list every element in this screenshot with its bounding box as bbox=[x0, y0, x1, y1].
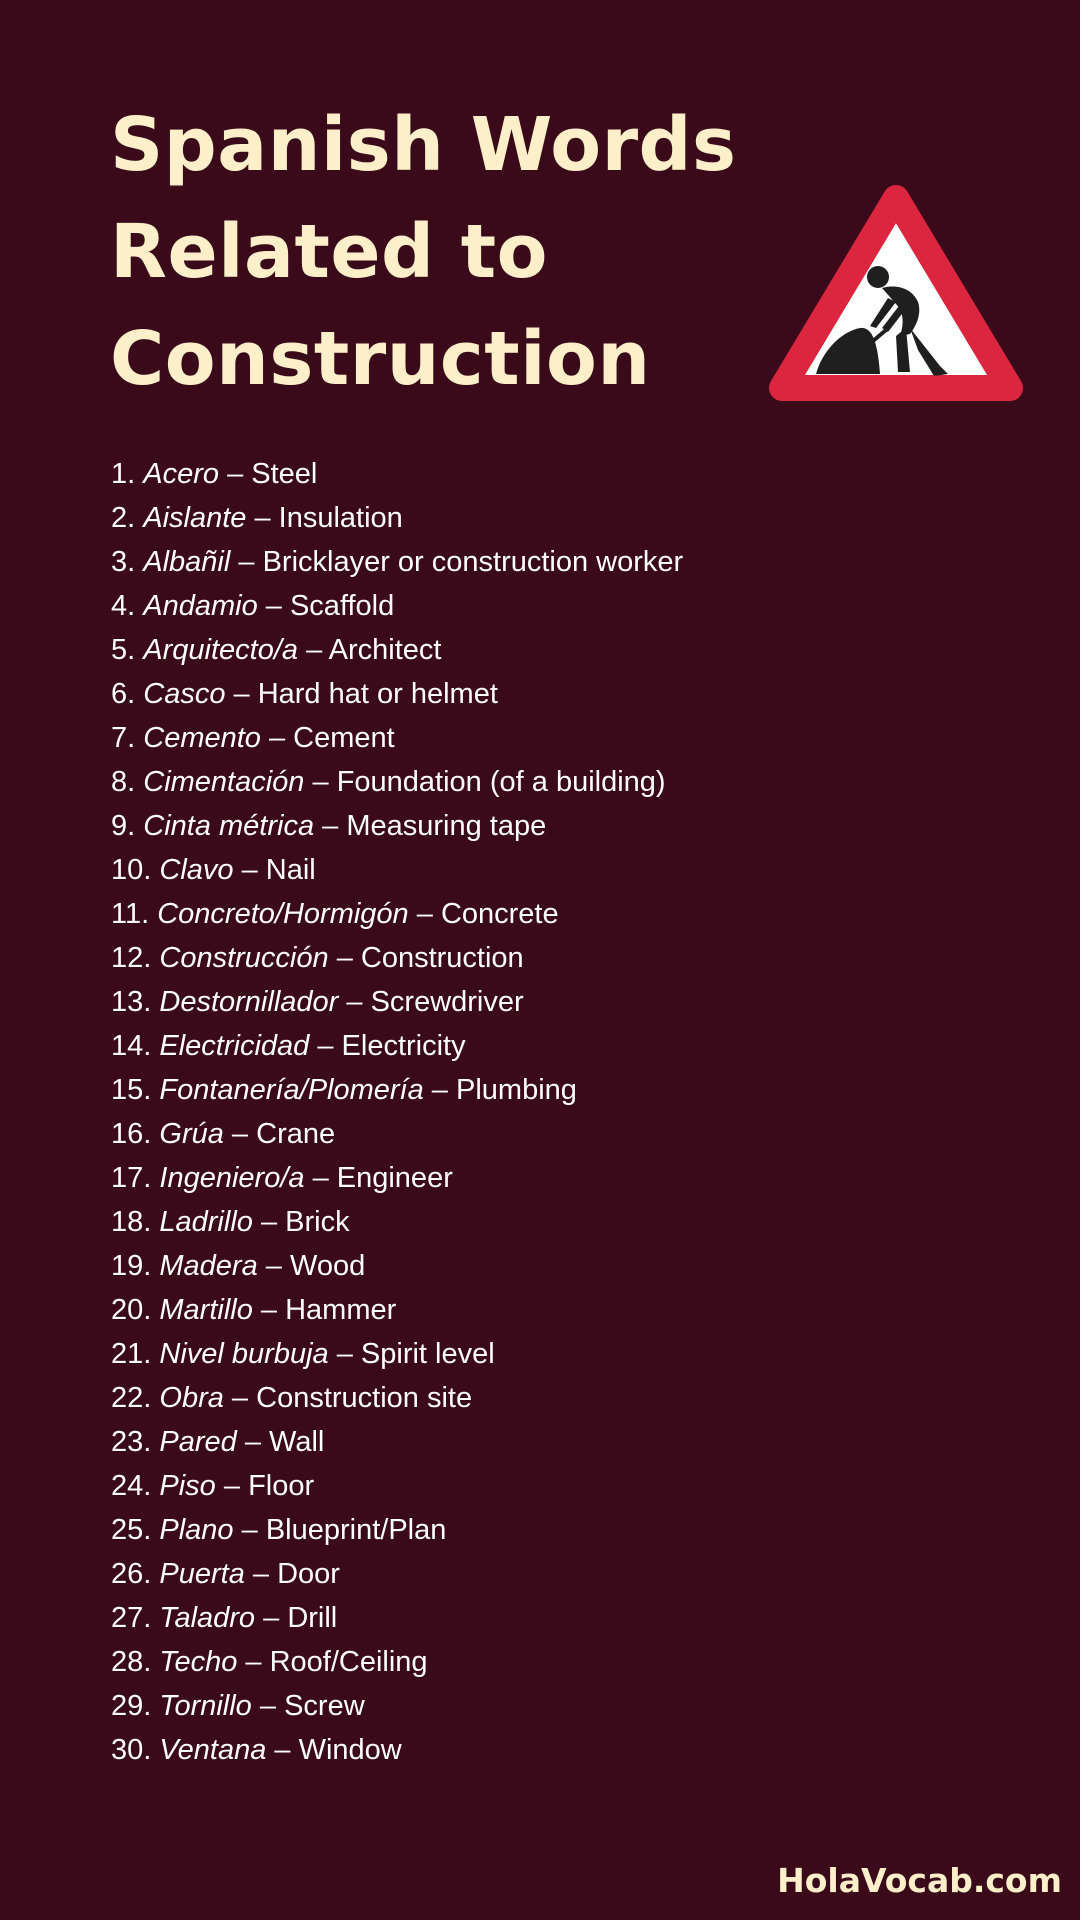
english-translation: Concrete bbox=[440, 898, 559, 930]
vocab-number: 15. bbox=[111, 1074, 152, 1106]
vocab-number: 28. bbox=[111, 1646, 152, 1678]
english-translation: Hammer bbox=[285, 1294, 397, 1326]
vocab-item bbox=[111, 716, 683, 760]
vocab-item bbox=[111, 1464, 683, 1508]
vocab-item bbox=[111, 1112, 683, 1156]
spanish-word: Electricidad bbox=[159, 1030, 310, 1062]
english-translation: Bricklayer or construction worker bbox=[262, 546, 684, 578]
vocab-number: 20. bbox=[111, 1294, 152, 1326]
vocab-number: 21. bbox=[111, 1338, 152, 1370]
separator: – bbox=[328, 942, 361, 974]
separator: – bbox=[423, 1074, 456, 1106]
vocab-number: 9. bbox=[111, 810, 136, 842]
vocab-number: 18. bbox=[111, 1206, 152, 1238]
english-translation: Window bbox=[298, 1734, 402, 1766]
separator: – bbox=[252, 1294, 286, 1326]
english-translation: Door bbox=[277, 1558, 340, 1590]
title-line-2: Related to bbox=[110, 209, 548, 295]
vocab-number: 16. bbox=[111, 1118, 152, 1150]
vocab-item bbox=[111, 1156, 683, 1200]
vocab-item bbox=[111, 540, 683, 584]
spanish-word: Destornillador bbox=[159, 986, 339, 1018]
vocab-item bbox=[111, 1684, 683, 1728]
english-translation: Roof/Ceiling bbox=[269, 1646, 428, 1678]
spanish-word: Martillo bbox=[159, 1294, 253, 1326]
vocab-number: 8. bbox=[111, 766, 136, 798]
spanish-word: Casco bbox=[143, 678, 226, 710]
separator: – bbox=[314, 810, 347, 842]
spanish-word: Concreto/Hormigón bbox=[157, 898, 409, 930]
english-translation: Brick bbox=[285, 1206, 350, 1238]
spanish-word: Andamio bbox=[143, 590, 258, 622]
vocab-number: 30. bbox=[111, 1734, 152, 1766]
vocab-item bbox=[111, 760, 683, 804]
english-translation: Measuring tape bbox=[346, 810, 547, 842]
separator: – bbox=[252, 1206, 286, 1238]
spanish-word: Ingeniero/a bbox=[159, 1162, 305, 1194]
separator: – bbox=[304, 1162, 337, 1194]
vocab-number: 1. bbox=[111, 458, 136, 490]
spanish-word: Madera bbox=[159, 1250, 258, 1282]
english-translation: Scaffold bbox=[289, 590, 395, 622]
vocab-number: 2. bbox=[111, 502, 136, 534]
spanish-word: Arquitecto/a bbox=[143, 634, 299, 666]
vocab-item bbox=[111, 1068, 683, 1112]
spanish-word: Acero bbox=[143, 458, 220, 490]
english-translation: Screw bbox=[284, 1690, 365, 1722]
vocab-item bbox=[111, 980, 683, 1024]
vocab-item bbox=[111, 1244, 683, 1288]
vocab-item bbox=[111, 1420, 683, 1464]
english-translation: Nail bbox=[265, 854, 316, 886]
vocab-item bbox=[111, 1332, 683, 1376]
vocab-item bbox=[111, 1728, 683, 1772]
spanish-word: Grúa bbox=[159, 1118, 224, 1150]
spanish-word: Ventana bbox=[159, 1734, 267, 1766]
vocab-number: 6. bbox=[111, 678, 136, 710]
english-translation: Wall bbox=[269, 1426, 325, 1458]
english-translation: Foundation (of a building) bbox=[336, 766, 666, 798]
vocab-item bbox=[111, 848, 683, 892]
spanish-word: Taladro bbox=[159, 1602, 256, 1634]
english-translation: Floor bbox=[248, 1470, 315, 1502]
separator: – bbox=[223, 1118, 257, 1150]
spanish-word: Ladrillo bbox=[159, 1206, 253, 1238]
separator: – bbox=[225, 678, 258, 710]
separator: – bbox=[266, 1734, 299, 1766]
spanish-word: Techo bbox=[159, 1646, 238, 1678]
vocab-item bbox=[111, 1596, 683, 1640]
english-translation: Drill bbox=[287, 1602, 338, 1634]
english-translation: Engineer bbox=[336, 1162, 453, 1194]
english-translation: Insulation bbox=[278, 502, 403, 534]
spanish-word: Obra bbox=[159, 1382, 224, 1414]
separator: – bbox=[255, 1602, 288, 1634]
vocab-number: 25. bbox=[111, 1514, 152, 1546]
vocab-item bbox=[111, 1288, 683, 1332]
vocab-item bbox=[111, 496, 683, 540]
vocab-number: 22. bbox=[111, 1382, 152, 1414]
vocab-number: 29. bbox=[111, 1690, 152, 1722]
vocab-item bbox=[111, 1508, 683, 1552]
english-translation: Spirit level bbox=[360, 1338, 495, 1370]
separator: – bbox=[257, 590, 290, 622]
vocab-number: 27. bbox=[111, 1602, 152, 1634]
vocab-item bbox=[111, 1024, 683, 1068]
vocab-item bbox=[111, 804, 683, 848]
separator: – bbox=[257, 1250, 290, 1282]
english-translation: Hard hat or helmet bbox=[257, 678, 498, 710]
vocab-number: 17. bbox=[111, 1162, 152, 1194]
english-translation: Cement bbox=[293, 722, 395, 754]
spanish-word: Nivel burbuja bbox=[159, 1338, 329, 1370]
page-title bbox=[110, 92, 770, 413]
vocab-item bbox=[111, 1552, 683, 1596]
separator: – bbox=[328, 1338, 361, 1370]
separator: – bbox=[237, 1646, 270, 1678]
spanish-word: Cimentación bbox=[143, 766, 305, 798]
vocab-number: 13. bbox=[111, 986, 152, 1018]
english-translation: Screwdriver bbox=[370, 986, 524, 1018]
spanish-word: Fontanería/Plomería bbox=[159, 1074, 424, 1106]
vocab-item bbox=[111, 892, 683, 936]
vocab-item bbox=[111, 584, 683, 628]
vocab-number: 23. bbox=[111, 1426, 152, 1458]
spanish-word: Aislante bbox=[143, 502, 247, 534]
separator: – bbox=[233, 1514, 266, 1546]
separator: – bbox=[304, 766, 337, 798]
english-translation: Blueprint/Plan bbox=[265, 1514, 447, 1546]
english-translation: Construction site bbox=[256, 1382, 473, 1414]
english-translation: Steel bbox=[251, 458, 318, 490]
english-translation: Electricity bbox=[341, 1030, 466, 1062]
english-translation: Wood bbox=[289, 1250, 366, 1282]
english-translation: Architect bbox=[328, 634, 442, 666]
separator: – bbox=[408, 898, 441, 930]
vocab-item bbox=[111, 452, 683, 496]
vocab-item bbox=[111, 936, 683, 980]
vocab-number: 24. bbox=[111, 1470, 152, 1502]
english-translation: Crane bbox=[256, 1118, 336, 1150]
vocab-number: 3. bbox=[111, 546, 136, 578]
separator: – bbox=[338, 986, 371, 1018]
spanish-word: Clavo bbox=[159, 854, 234, 886]
vocab-number: 10. bbox=[111, 854, 152, 886]
spanish-word: Tornillo bbox=[159, 1690, 252, 1722]
spanish-word: Plano bbox=[159, 1514, 234, 1546]
vocab-item bbox=[111, 628, 683, 672]
vocab-number: 26. bbox=[111, 1558, 152, 1590]
vocab-item bbox=[111, 1640, 683, 1684]
separator: – bbox=[236, 1426, 270, 1458]
separator: – bbox=[223, 1382, 257, 1414]
spanish-word: Piso bbox=[159, 1470, 216, 1502]
vocab-number: 19. bbox=[111, 1250, 152, 1282]
spanish-word: Cinta métrica bbox=[143, 810, 315, 842]
separator: – bbox=[246, 502, 279, 534]
separator: – bbox=[251, 1690, 285, 1722]
separator: – bbox=[244, 1558, 278, 1590]
men-at-work-warning-sign-icon bbox=[764, 176, 1028, 408]
spanish-word: Puerta bbox=[159, 1558, 245, 1590]
separator: – bbox=[260, 722, 294, 754]
vocab-item bbox=[111, 1200, 683, 1244]
title-line-1: Spanish Words bbox=[110, 102, 737, 188]
spanish-word: Construcción bbox=[159, 942, 329, 974]
vocab-number: 14. bbox=[111, 1030, 152, 1062]
title-line-3: Construction bbox=[110, 316, 651, 402]
spanish-word: Albañil bbox=[143, 546, 231, 578]
separator: – bbox=[298, 634, 329, 666]
separator: – bbox=[233, 854, 266, 886]
site-name: HolaVocab.com bbox=[777, 1861, 1062, 1900]
separator: – bbox=[309, 1030, 342, 1062]
spanish-word: Cemento bbox=[143, 722, 261, 754]
vocab-number: 4. bbox=[111, 590, 136, 622]
english-translation: Construction bbox=[360, 942, 524, 974]
vocab-number: 11. bbox=[111, 898, 150, 930]
vocab-item bbox=[111, 672, 683, 716]
vocab-number: 5. bbox=[111, 634, 136, 666]
english-translation: Plumbing bbox=[456, 1074, 577, 1106]
vocab-item bbox=[111, 1376, 683, 1420]
spanish-word: Pared bbox=[159, 1426, 237, 1458]
vocab-number: 12. bbox=[111, 942, 152, 974]
vocab-number: 7. bbox=[111, 722, 136, 754]
separator: – bbox=[230, 546, 263, 578]
separator: – bbox=[215, 1470, 249, 1502]
separator: – bbox=[219, 458, 252, 490]
vocab-list bbox=[111, 452, 683, 1772]
